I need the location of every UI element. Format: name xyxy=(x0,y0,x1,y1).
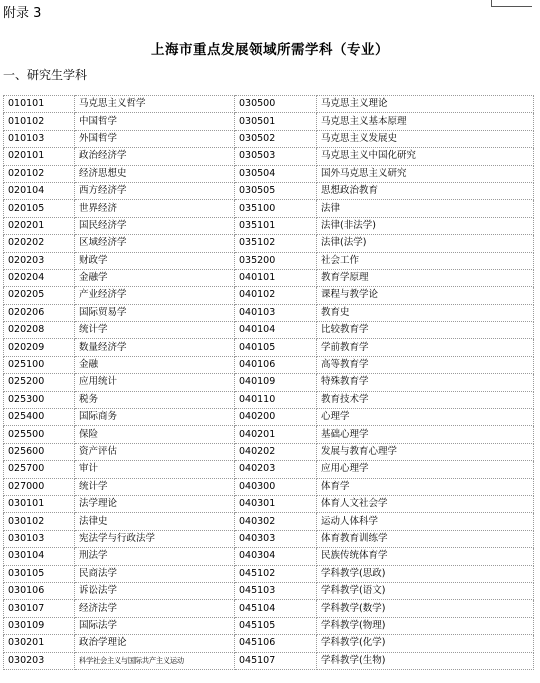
table-row xyxy=(4,478,534,495)
code-cell: 030101 xyxy=(4,495,75,512)
code-cell: 045106 xyxy=(235,635,317,652)
table-row xyxy=(4,635,534,652)
name-cell: 金融学 xyxy=(75,269,235,286)
code-cell: 030107 xyxy=(4,600,75,617)
code-cell: 040304 xyxy=(235,548,317,565)
name-cell: 国际商务 xyxy=(75,409,235,426)
code-cell: 030106 xyxy=(4,582,75,599)
code-cell: 030109 xyxy=(4,617,75,634)
name-cell: 科学社会主义与国际共产主义运动 xyxy=(75,652,235,669)
code-cell: 025600 xyxy=(4,443,75,460)
table-row xyxy=(4,148,534,165)
name-cell: 统计学 xyxy=(75,478,235,495)
code-cell: 020105 xyxy=(4,200,75,217)
table-row xyxy=(4,409,534,426)
name-cell: 学前教育学 xyxy=(317,339,534,356)
code-cell: 035200 xyxy=(235,252,317,269)
name-cell: 审计 xyxy=(75,461,235,478)
table-row xyxy=(4,165,534,182)
code-cell: 020101 xyxy=(4,148,75,165)
code-cell: 035102 xyxy=(235,235,317,252)
name-cell: 法律 xyxy=(317,200,534,217)
name-cell: 政治经济学 xyxy=(75,148,235,165)
table-row xyxy=(4,130,534,147)
code-cell: 045105 xyxy=(235,617,317,634)
code-cell: 040106 xyxy=(235,356,317,373)
name-cell: 马克思主义理论 xyxy=(317,96,534,113)
code-cell: 040109 xyxy=(235,374,317,391)
table-row xyxy=(4,530,534,547)
code-cell: 010103 xyxy=(4,130,75,147)
table-row xyxy=(4,217,534,234)
name-cell: 特殊教育学 xyxy=(317,374,534,391)
name-cell: 经济法学 xyxy=(75,600,235,617)
name-cell: 思想政治教育 xyxy=(317,182,534,199)
name-cell: 产业经济学 xyxy=(75,287,235,304)
name-cell: 法学理论 xyxy=(75,495,235,512)
code-cell: 040301 xyxy=(235,495,317,512)
code-cell: 040202 xyxy=(235,443,317,460)
code-cell: 040303 xyxy=(235,530,317,547)
name-cell: 体育教育训练学 xyxy=(317,530,534,547)
table-row xyxy=(4,426,534,443)
name-cell: 税务 xyxy=(75,391,235,408)
code-cell: 020104 xyxy=(4,182,75,199)
name-cell: 运动人体科学 xyxy=(317,513,534,530)
table-row xyxy=(4,322,534,339)
name-cell: 财政学 xyxy=(75,252,235,269)
discipline-table xyxy=(3,95,534,670)
table-row xyxy=(4,113,534,130)
name-cell: 国际贸易学 xyxy=(75,304,235,321)
name-cell: 国外马克思主义研究 xyxy=(317,165,534,182)
code-cell: 020202 xyxy=(4,235,75,252)
code-cell: 030102 xyxy=(4,513,75,530)
name-cell: 基础心理学 xyxy=(317,426,534,443)
table-row xyxy=(4,269,534,286)
code-cell: 010102 xyxy=(4,113,75,130)
code-cell: 030501 xyxy=(235,113,317,130)
code-cell: 045103 xyxy=(235,582,317,599)
code-cell: 030103 xyxy=(4,530,75,547)
table-row xyxy=(4,582,534,599)
name-cell: 学科教学(生物) xyxy=(317,652,534,669)
code-cell: 040110 xyxy=(235,391,317,408)
table-row xyxy=(4,617,534,634)
name-cell: 高等教育学 xyxy=(317,356,534,373)
name-cell: 数量经济学 xyxy=(75,339,235,356)
name-cell: 西方经济学 xyxy=(75,182,235,199)
name-cell: 教育学原理 xyxy=(317,269,534,286)
appendix-label: 附录 3 xyxy=(3,6,42,21)
name-cell: 法律(法学) xyxy=(317,235,534,252)
name-cell: 刑法学 xyxy=(75,548,235,565)
name-cell: 学科教学(语文) xyxy=(317,582,534,599)
document-title: 上海市重点发展领域所需学科（专业） xyxy=(151,42,389,58)
name-cell: 体育学 xyxy=(317,478,534,495)
code-cell: 040103 xyxy=(235,304,317,321)
name-cell: 国际法学 xyxy=(75,617,235,634)
table-row xyxy=(4,513,534,530)
name-cell: 体育人文社会学 xyxy=(317,495,534,512)
code-cell: 025700 xyxy=(4,461,75,478)
name-cell: 区域经济学 xyxy=(75,235,235,252)
code-cell: 040102 xyxy=(235,287,317,304)
code-cell: 045104 xyxy=(235,600,317,617)
name-cell: 外国哲学 xyxy=(75,130,235,147)
name-cell: 政治学理论 xyxy=(75,635,235,652)
table-row xyxy=(4,235,534,252)
name-cell: 统计学 xyxy=(75,322,235,339)
name-cell: 教育技术学 xyxy=(317,391,534,408)
name-cell: 课程与教学论 xyxy=(317,287,534,304)
name-cell: 马克思主义发展史 xyxy=(317,130,534,147)
name-cell: 社会工作 xyxy=(317,252,534,269)
table-row xyxy=(4,391,534,408)
name-cell: 学科教学(数学) xyxy=(317,600,534,617)
name-cell: 诉讼法学 xyxy=(75,582,235,599)
code-cell: 040101 xyxy=(235,269,317,286)
table-row xyxy=(4,287,534,304)
code-cell: 040300 xyxy=(235,478,317,495)
code-cell: 030505 xyxy=(235,182,317,199)
code-cell: 045107 xyxy=(235,652,317,669)
table-row xyxy=(4,200,534,217)
code-cell: 035100 xyxy=(235,200,317,217)
code-cell: 030502 xyxy=(235,130,317,147)
table-row xyxy=(4,339,534,356)
table-row xyxy=(4,443,534,460)
section-heading: 一、研究生学科 xyxy=(3,68,88,82)
table-row xyxy=(4,252,534,269)
table-row xyxy=(4,652,534,669)
name-cell: 学科教学(思政) xyxy=(317,565,534,582)
name-cell: 资产评估 xyxy=(75,443,235,460)
code-cell: 030203 xyxy=(4,652,75,669)
code-cell: 027000 xyxy=(4,478,75,495)
name-cell: 教育史 xyxy=(317,304,534,321)
code-cell: 020201 xyxy=(4,217,75,234)
name-cell: 发展与教育心理学 xyxy=(317,443,534,460)
name-cell: 金融 xyxy=(75,356,235,373)
table-row xyxy=(4,600,534,617)
name-cell: 保险 xyxy=(75,426,235,443)
code-cell: 030504 xyxy=(235,165,317,182)
table-row xyxy=(4,304,534,321)
code-cell: 010101 xyxy=(4,96,75,113)
name-cell: 世界经济 xyxy=(75,200,235,217)
name-cell: 马克思主义基本原理 xyxy=(317,113,534,130)
table-row xyxy=(4,495,534,512)
code-cell: 040302 xyxy=(235,513,317,530)
code-cell: 020209 xyxy=(4,339,75,356)
name-cell: 心理学 xyxy=(317,409,534,426)
table-row xyxy=(4,548,534,565)
name-cell: 中国哲学 xyxy=(75,113,235,130)
name-cell: 马克思主义中国化研究 xyxy=(317,148,534,165)
name-cell: 民商法学 xyxy=(75,565,235,582)
code-cell: 020204 xyxy=(4,269,75,286)
code-cell: 030105 xyxy=(4,565,75,582)
name-cell: 法律(非法学) xyxy=(317,217,534,234)
name-cell: 应用统计 xyxy=(75,374,235,391)
code-cell: 040105 xyxy=(235,339,317,356)
name-cell: 经济思想史 xyxy=(75,165,235,182)
code-cell: 025200 xyxy=(4,374,75,391)
code-cell: 040200 xyxy=(235,409,317,426)
code-cell: 025400 xyxy=(4,409,75,426)
code-cell: 030201 xyxy=(4,635,75,652)
table-row xyxy=(4,96,534,113)
table-body xyxy=(4,96,534,670)
table-row xyxy=(4,565,534,582)
code-cell: 020102 xyxy=(4,165,75,182)
code-cell: 020203 xyxy=(4,252,75,269)
name-cell: 马克思主义哲学 xyxy=(75,96,235,113)
table-row xyxy=(4,356,534,373)
name-cell: 学科教学(物理) xyxy=(317,617,534,634)
code-cell: 025100 xyxy=(4,356,75,373)
code-cell: 030104 xyxy=(4,548,75,565)
name-cell: 民族传统体育学 xyxy=(317,548,534,565)
code-cell: 040201 xyxy=(235,426,317,443)
code-cell: 040203 xyxy=(235,461,317,478)
table-row xyxy=(4,182,534,199)
name-cell: 法律史 xyxy=(75,513,235,530)
code-cell: 025500 xyxy=(4,426,75,443)
corner-mark xyxy=(491,0,532,7)
code-cell: 045102 xyxy=(235,565,317,582)
code-cell: 030500 xyxy=(235,96,317,113)
code-cell: 020206 xyxy=(4,304,75,321)
code-cell: 020205 xyxy=(4,287,75,304)
code-cell: 035101 xyxy=(235,217,317,234)
table-row xyxy=(4,461,534,478)
code-cell: 030503 xyxy=(235,148,317,165)
name-cell: 国民经济学 xyxy=(75,217,235,234)
code-cell: 020208 xyxy=(4,322,75,339)
code-cell: 040104 xyxy=(235,322,317,339)
name-cell: 比较教育学 xyxy=(317,322,534,339)
name-cell: 宪法学与行政法学 xyxy=(75,530,235,547)
name-cell: 应用心理学 xyxy=(317,461,534,478)
table-row xyxy=(4,374,534,391)
name-cell: 学科教学(化学) xyxy=(317,635,534,652)
code-cell: 025300 xyxy=(4,391,75,408)
